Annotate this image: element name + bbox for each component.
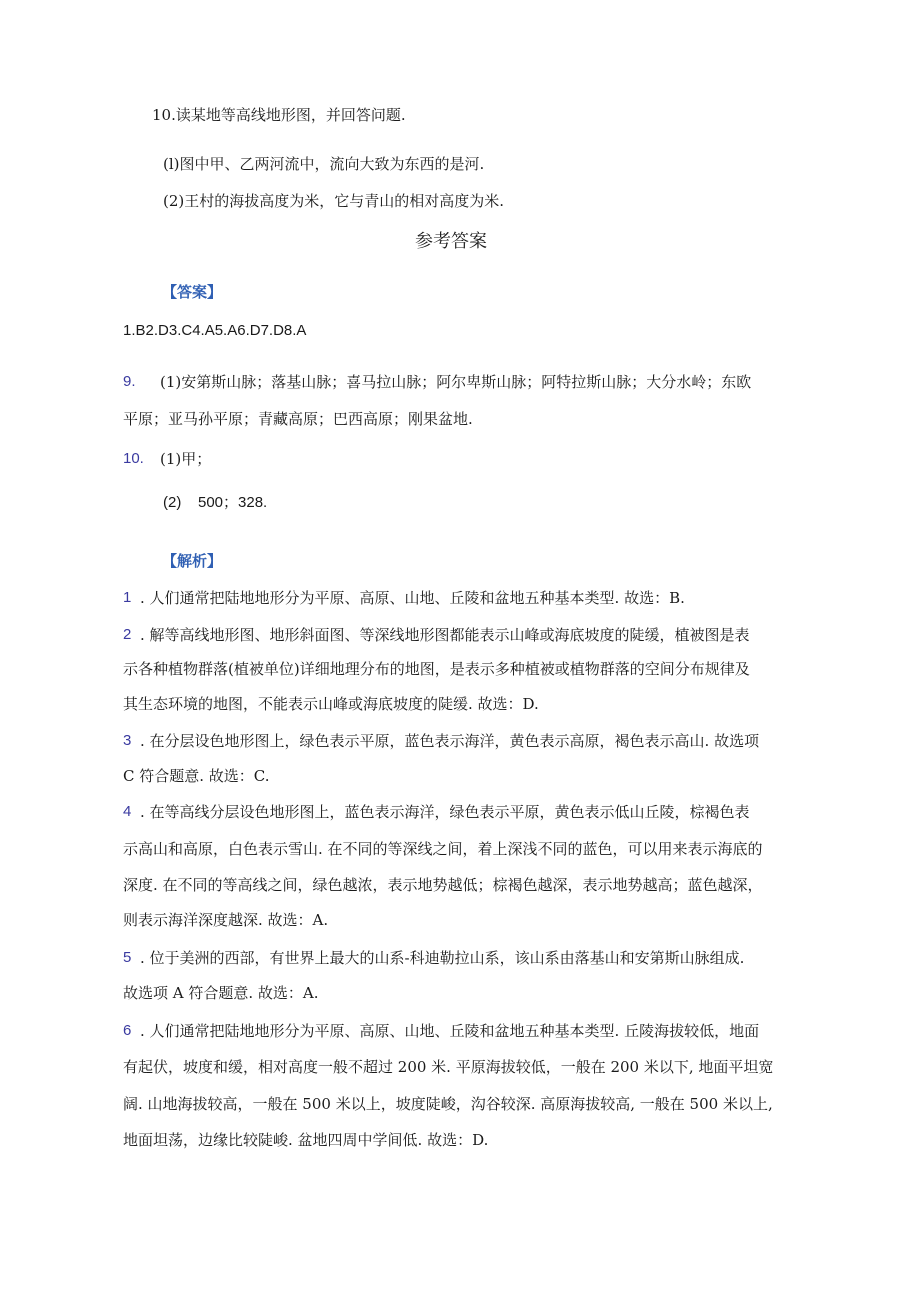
analysis-5-line-1: . 位于美洲的西部，有世界上最大的山系-科迪勒拉山系，该山系由落基山和安第斯山脉组成. — [140, 949, 745, 967]
question-intro: 10.读某地等高线地形图，并回答问题. — [152, 106, 406, 124]
question-part-2: (2)王村的海拔高度为米，它与青山的相对高度为米. — [163, 192, 505, 210]
analysis-6-line-4: 地面坦荡，边缘比较陡峻. 盆地四周中学间低. 故选：D. — [123, 1131, 489, 1149]
analysis-2-line-2: 示各种植物群落(植被单位)详细地理分布的地图，是表示多种植被或植物群落的空间分布规律及 — [123, 660, 750, 678]
analysis-4-line-3: 深度. 在不同的等高线之间，绿色越浓，表示地势越低；棕褐色越深，表示地势越高；蓝色越深， — [123, 876, 763, 894]
answer-9-line-1: (1)安第斯山脉；落基山脉；喜马拉山脉；阿尔卑斯山脉；阿特拉斯山脉；大分水岭；东欧 — [160, 373, 752, 391]
analysis-5-line-2: 故选项 A 符合题意. 故选：A. — [123, 984, 319, 1002]
analysis-3-number: 3 — [123, 732, 132, 749]
analysis-1-line-1: . 人们通常把陆地地形分为平原、高原、山地、丘陵和盆地五种基本类型. 故选：B. — [140, 589, 685, 607]
analysis-4-line-4: 则表示海洋深度越深. 故选：A. — [123, 911, 329, 929]
answer-line: 1.B2.D3.C4.A5.A6.D7.D8.A — [123, 322, 307, 339]
analysis-4-number: 4 — [123, 803, 132, 820]
analysis-3-line-1: . 在分层设色地形图上，绿色表示平原，蓝色表示海洋，黄色表示高原，褐色表示高山. 故选项 — [140, 732, 760, 750]
analysis-5-number: 5 — [123, 949, 132, 966]
analysis-6-line-1: . 人们通常把陆地地形分为平原、高原、山地、丘陵和盆地五种基本类型. 丘陵海拔较低，地面 — [140, 1022, 760, 1040]
analysis-1-number: 1 — [123, 589, 132, 606]
analysis-header: 【解析】 — [162, 553, 223, 570]
analysis-2-line-1: . 解等高线地形图、地形斜面图、等深线地形图都能表示山峰或海底坡度的陡缓，植被图是表 — [140, 626, 750, 644]
question-part-1: (l)图中甲、乙两河流中，流向大致为东西的是河. — [163, 155, 485, 173]
analysis-6-line-3: 阔. 山地海拔较高，一般在 500 米以上，坡度陡峻，沟谷较深. 高原海拔较高, 一般在 500 米以上, — [123, 1095, 773, 1113]
analysis-2-number: 2 — [123, 626, 132, 643]
analysis-2-line-3: 其生态环境的地图，不能表示山峰或海底坡度的陡缓. 故选：D. — [123, 695, 539, 713]
answer-9-line-2: 平原；亚马孙平原；青藏高原；巴西高原；刚果盆地. — [123, 410, 473, 428]
answer-9-number: 9. — [123, 373, 136, 390]
analysis-3-line-2: C 符合题意. 故选：C. — [123, 767, 270, 785]
analysis-6-number: 6 — [123, 1022, 132, 1039]
answer-10-number: 10. — [123, 450, 144, 467]
answer-title: 参考答案 — [415, 231, 487, 252]
analysis-4-line-2: 示高山和高原，白色表示雪山. 在不同的等深线之间，着上深浅不同的蓝色，可以用来表示海底的 — [123, 840, 763, 858]
answer-10-line-1: (1)甲； — [160, 450, 212, 468]
answer-header: 【答案】 — [162, 284, 223, 301]
answer-10-line-2: (2) 500；328. — [163, 494, 268, 511]
analysis-4-line-1: . 在等高线分层设色地形图上，蓝色表示海洋，绿色表示平原，黄色表示低山丘陵，棕褐色表 — [140, 803, 750, 821]
analysis-6-line-2: 有起伏，坡度和缓，相对高度一般不超过 200 米. 平原海拔较低，一般在 200 米以下, 地面平坦宽 — [123, 1058, 774, 1076]
